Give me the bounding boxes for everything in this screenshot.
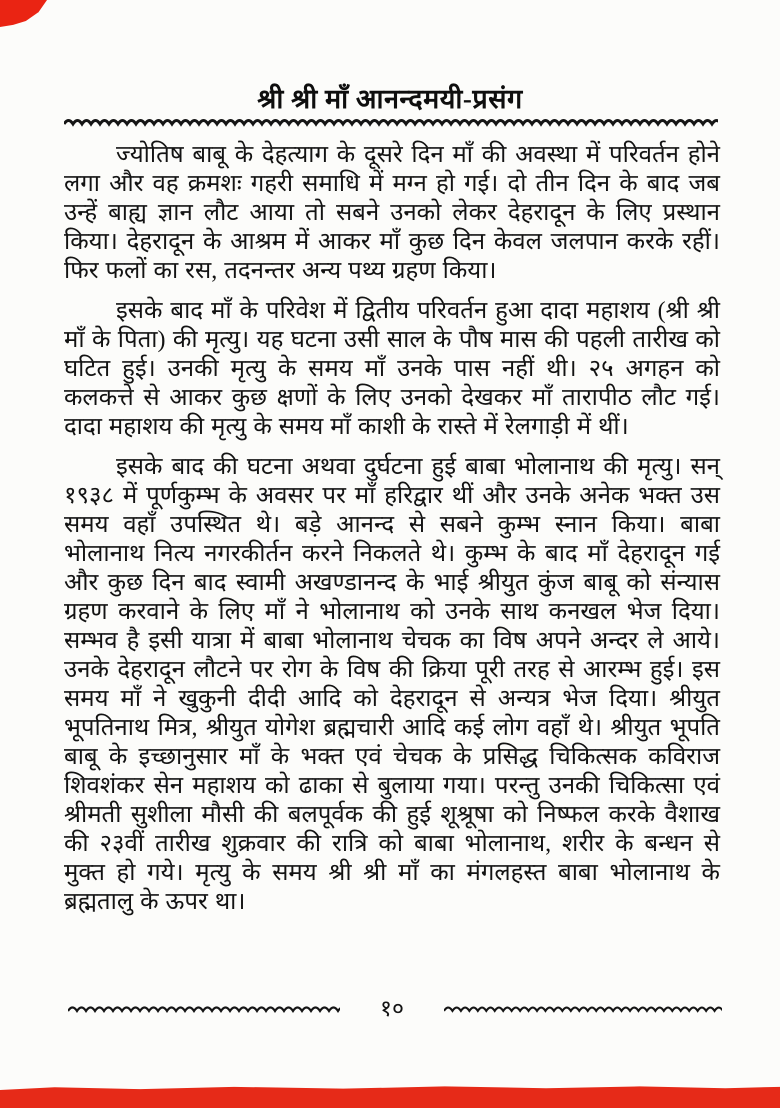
- body-paragraph: इसके बाद की घटना अथवा दुर्घटना हुई बाबा भोलानाथ की मृत्यु। सन् १९३८ में पूर्णकुम्भ के अवसर पर माँ हरिद्वार थीं और उनके अनेक भक्त उस समय वहाँ उपस्थित थे। बड़े आनन्द से सबने कुम्भ स्नान किया। बाबा भोलानाथ नित्य नगरकीर्तन करने निकलते थे। कुम्भ के बाद माँ देहरादून गई और कुछ दिन बाद स्वामी अखण्डानन्द के भाई श्रीयुत कुंज बाबू को संन्यास ग्रहण करवाने के लिए माँ ने भोलानाथ को उनके साथ कनखल भेज दिया। सम्भव है इसी यात्रा में बाबा भोलानाथ चेचक का विष अपने अन्दर ले आये। उनके देहरादून लौटने पर रोग के विष की क्रिया पूरी तरह से आरम्भ हुई। इस समय माँ ने खुकुनी दीदी आदि को देहरादून से अन्यत्र भेज दिया। श्रीयुत भूपतिनाथ मित्र, श्रीयुत योगेश ब्रह्मचारी आदि कई लोग वहाँ थे। श्रीयुत भूपति बाबू के इच्छानुसार माँ के भक्त एवं चेचक के प्रसिद्ध चिकित्सक कविराज शिवशंकर सेन महाशय को ढाका से बुलाया गया। परन्तु उनकी चिकित्सा एवं श्रीमती सुशीला मौसी की बलपूर्वक की हुई शूश्रूषा को निष्फल करके वैशाख की २३वीं तारीख शुक्रवार की रात्रि को बाबा भोलानाथ, शरीर के बन्धन से मुक्त हो गये। मृत्यु के समय श्री श्री माँ का मंगलहस्त बाबा भोलानाथ के ब्रह्मतालु के ऊपर था।: [64, 454, 720, 915]
- header-wavy-rule: [64, 117, 718, 128]
- page-title: श्री श्री माँ आनन्दमयी-प्रसंग: [257, 84, 523, 114]
- page-footer: [68, 996, 722, 1022]
- footer-wavy-rule-right: [444, 1004, 722, 1014]
- page-number: १०: [380, 996, 404, 1021]
- body-text: [64, 141, 720, 917]
- red-cover-bottom-strip: [0, 1085, 780, 1108]
- body-paragraph: इसके बाद माँ के परिवेश में द्वितीय परिवर्तन हुआ दादा महाशय (श्री श्री माँ के पिता) की मृत्यु। यह घटना उसी साल के पौष मास की पहली तारीख को घटित हुई। उनकी मृत्यु के समय माँ उनके पास नहीं थी। २५ अगहन को कलकत्ते से आकर कुछ क्षणों के लिए उनको देखकर माँ तारापीठ लौट गई। दादा महाशय की मृत्यु के समय माँ काशी के रास्ते में रेलगाड़ी में थीं।: [64, 298, 720, 440]
- body-paragraph: ज्योतिष बाबू के देहत्याग के दूसरे दिन माँ की अवस्था में परिवर्तन होने लगा और वह क्रमशः गहरी समाधि में मग्न हो गई। दो तीन दिन के बाद जब उन्हें बाह्य ज्ञान लौट आया तो सबने उनको लेकर देहरादून के लिए प्रस्थान किया। देहरादून के आश्रम में आकर माँ कुछ दिन केवल जलपान करके रहीं। फिर फलों का रस, तदनन्तर अन्य पथ्य ग्रहण किया।: [64, 142, 720, 284]
- header-rule-container: [64, 117, 718, 128]
- footer-wavy-rule-left: [68, 1004, 340, 1014]
- page-header: [0, 0, 780, 128]
